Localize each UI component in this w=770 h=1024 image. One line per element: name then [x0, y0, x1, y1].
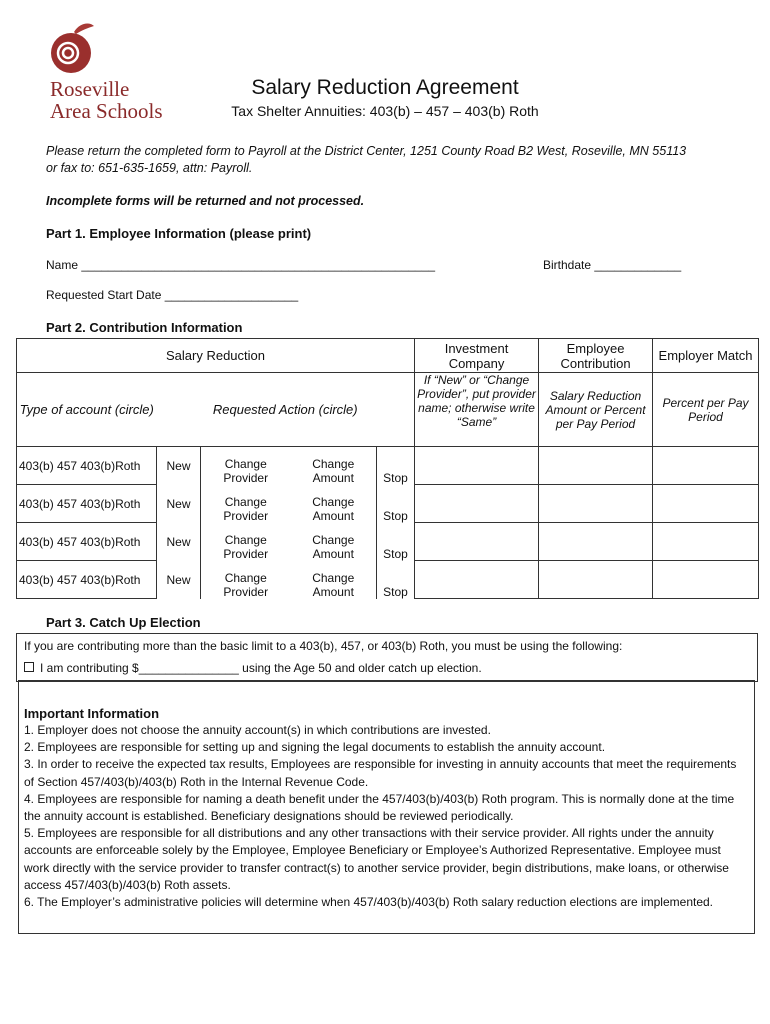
action-new[interactable]: New	[157, 523, 201, 561]
incomplete-warning: Incomplete forms will be returned and not processed.	[46, 194, 365, 208]
page-title: Salary Reduction Agreement	[251, 76, 519, 99]
apple-logo-icon	[44, 20, 100, 76]
investment-company-cell[interactable]	[415, 523, 539, 561]
catch-up-election	[24, 661, 752, 675]
salary-reduction-header: Salary Reduction	[17, 339, 415, 373]
logo-text-line1: Roseville	[50, 77, 130, 101]
employee-contribution-cell[interactable]	[539, 447, 653, 485]
investment-company-header: Investment Company	[415, 339, 539, 373]
important-info-heading: Important Information	[24, 706, 160, 721]
account-options[interactable]: 403(b) 457 403(b)Roth	[17, 447, 157, 485]
action-change-provider[interactable]: Change Provider	[223, 570, 269, 599]
investment-note: If “New” or “Change Provider”, put provider name; otherwise write “Same”	[415, 373, 539, 447]
action-stop[interactable]: Stop	[377, 523, 415, 561]
list-item: 4. Employees are responsible for naming a death benefit under the 457/403(b)/403(b) Roth program. This is normally done at the time the annuity account is established. Beneficiary designations should be reviewed periodically.	[24, 791, 735, 824]
action-change-amount[interactable]: Change Amount	[291, 447, 377, 485]
employee-contribution-note: Salary Reduction Amount or Percent per Pay Period	[539, 373, 653, 447]
start-date-field[interactable]: Requested Start Date ____________________	[46, 288, 299, 302]
checkbox-icon[interactable]	[24, 662, 34, 672]
part3-heading: Part 3. Catch Up Election	[46, 615, 201, 630]
list-item: 5. Employees are responsible for all distributions and any other transactions with their service provider. All rights under the annuity accounts are enforceable solely by the Employee, Employee Beneficiary or Employee’s Authorized Representative. Employee must work directly with the service provider to transfer contract(s) to another service provider, begin distributions, make loans, or otherwise access 457/403(b)/403(b) Roth assets.	[24, 826, 729, 892]
action-new[interactable]: New	[157, 561, 201, 599]
action-change-provider[interactable]: Change Provider	[223, 456, 269, 485]
instructions-line2: or fax to: 651-635-1659, attn: Payroll.	[46, 161, 253, 175]
page-subtitle: Tax Shelter Annuities: 403(b) – 457 – 403(b) Roth	[231, 103, 539, 119]
catch-up-intro: If you are contributing more than the basic limit to a 403(b), 457, or 403(b) Roth, you must be using the following:	[24, 639, 623, 653]
action-change-amount[interactable]: Change Amount	[291, 561, 377, 599]
account-options[interactable]: 403(b) 457 403(b)Roth	[17, 561, 157, 599]
list-item: 1. Employer does not choose the annuity account(s) in which contributions are invested.	[24, 723, 491, 737]
type-of-account-header: Type of account (circle)	[17, 373, 157, 447]
action-change-amount[interactable]: Change Amount	[291, 523, 377, 561]
action-stop[interactable]: Stop	[377, 561, 415, 599]
table-row	[17, 561, 759, 599]
list-item: 3. In order to receive the expected tax results, Employees are responsible for investing in annuity accounts that meet the requirements of Section 457/403(b)/403(b) Roth in the Internal Revenue Code.	[24, 757, 737, 789]
employer-match-header: Employer Match	[653, 339, 759, 373]
account-options[interactable]: 403(b) 457 403(b)Roth	[17, 485, 157, 523]
part1-heading: Part 1. Employee Information (please print)	[46, 226, 312, 241]
name-field[interactable]: Name _____________________________________________________	[46, 258, 436, 272]
requested-action-header: Requested Action (circle)	[157, 373, 415, 447]
action-stop[interactable]: Stop	[377, 485, 415, 523]
instructions-line1: Please return the completed form to Payroll at the District Center, 1251 County Road B2 West, Roseville, MN 55113	[46, 144, 687, 158]
part2-heading: Part 2. Contribution Information	[46, 320, 243, 335]
account-options[interactable]: 403(b) 457 403(b)Roth	[17, 523, 157, 561]
employer-match-cell[interactable]	[653, 485, 759, 523]
action-stop[interactable]: Stop	[377, 447, 415, 485]
logo-text-line2: Area Schools	[50, 99, 163, 123]
action-new[interactable]: New	[157, 485, 201, 523]
table-row	[17, 485, 759, 523]
employee-contribution-header: Employee Contribution	[539, 339, 653, 373]
action-change-provider[interactable]: Change Provider	[223, 532, 269, 561]
action-new[interactable]: New	[157, 447, 201, 485]
catch-up-checkbox-label: I am contributing $_______________ using the Age 50 and older catch up election.	[40, 661, 482, 675]
investment-company-cell[interactable]	[415, 485, 539, 523]
list-item: 2. Employees are responsible for setting up and signing the legal documents to establish the annuity account.	[24, 740, 606, 755]
action-change-amount[interactable]: Change Amount	[291, 485, 377, 523]
employer-match-cell[interactable]	[653, 523, 759, 561]
action-change-provider[interactable]: Change Provider	[223, 494, 269, 523]
investment-company-cell[interactable]	[415, 447, 539, 485]
table-row	[17, 447, 759, 485]
investment-company-cell[interactable]	[415, 561, 539, 599]
birthdate-field[interactable]: Birthdate _____________	[543, 258, 682, 272]
table-row	[17, 523, 759, 561]
employee-contribution-cell[interactable]	[539, 485, 653, 523]
employer-match-cell[interactable]	[653, 447, 759, 485]
employee-contribution-cell[interactable]	[539, 523, 653, 561]
contribution-table	[16, 338, 759, 599]
employee-contribution-cell[interactable]	[539, 561, 653, 599]
employer-match-note: Percent per Pay Period	[653, 373, 759, 447]
important-info-list	[24, 722, 746, 911]
list-item: 6. The Employer’s administrative policies will determine when 457/403(b)/403(b) Roth salary reduction elections are implemented.	[24, 895, 714, 910]
employer-match-cell[interactable]	[653, 561, 759, 599]
